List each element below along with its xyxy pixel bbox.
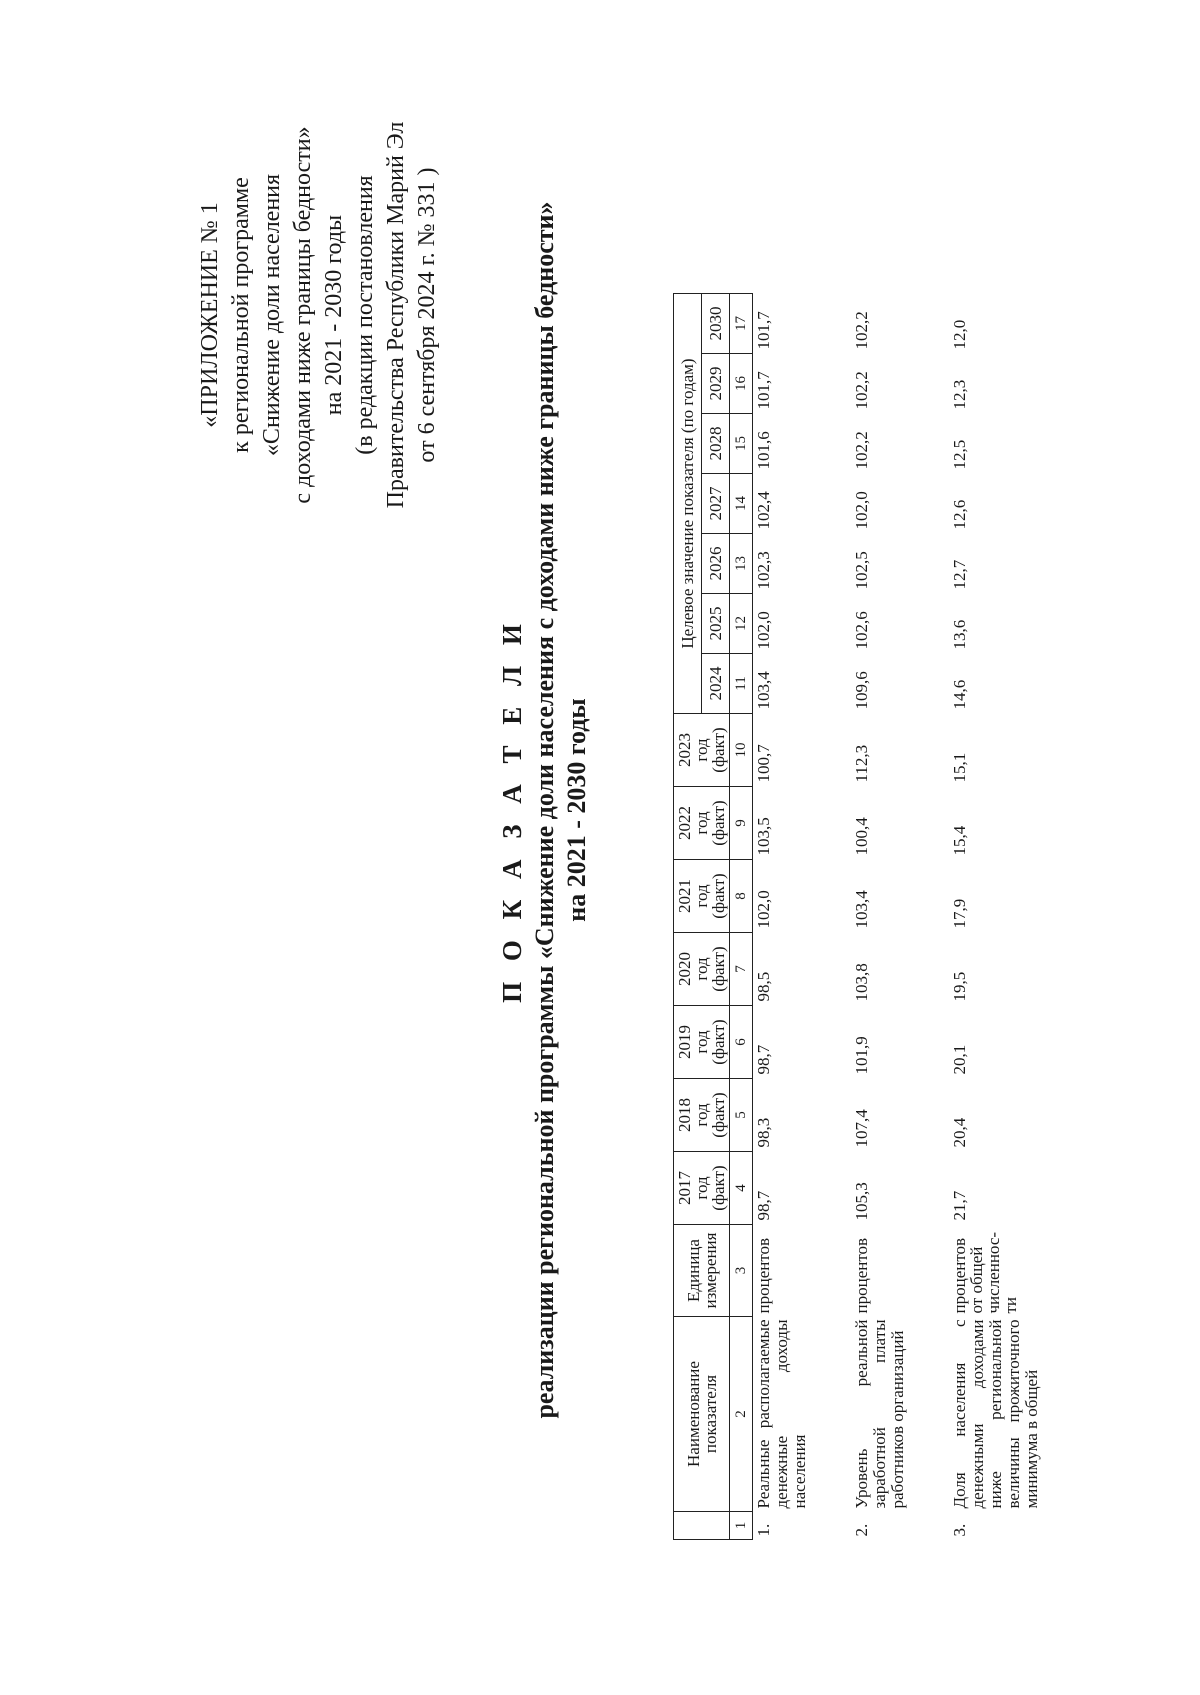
row-value: 12,5 (950, 439, 969, 470)
appendix-line: на 2021 - 2030 годы (321, 214, 347, 416)
col-number: 12 (730, 594, 753, 654)
title-main: П О К А З А Т Е Л И (497, 617, 527, 1003)
row-number: 3. (950, 1523, 969, 1537)
row-value: 103,4 (852, 890, 871, 929)
document-title (495, 85, 593, 1535)
row-value: 12,7 (950, 559, 969, 590)
row-value: 101,7 (754, 311, 773, 350)
row-value: 102,2 (852, 311, 871, 350)
header-target-year: 2026 (702, 534, 730, 594)
row-value: 102,2 (852, 371, 871, 410)
title-subtitle: реализации региональной программы «Снижение доли населения с доходами ниже границы бедности» (530, 201, 559, 1419)
col-number: 9 (730, 787, 753, 860)
header-unit: Единица измерения (674, 1225, 730, 1317)
row-value: 12,0 (950, 319, 969, 350)
col-number: 2 (730, 1317, 753, 1512)
row-number: 1. (754, 1523, 773, 1537)
col-number: 1 (730, 1512, 753, 1540)
row-value: 100,4 (852, 817, 871, 856)
row-value: 102,0 (754, 611, 773, 650)
header-fact-year: 2022 год (факт) (674, 787, 730, 860)
header-target-year: 2025 (702, 594, 730, 654)
row-value: 102,3 (754, 551, 773, 590)
col-number: 3 (730, 1225, 753, 1317)
col-number: 14 (730, 474, 753, 534)
col-number: 5 (730, 1079, 753, 1152)
row-unit: процентов (852, 1237, 871, 1314)
title-period: на 2021 - 2030 годы (562, 698, 591, 922)
appendix-line: «ПРИЛОЖЕНИЕ № 1 (197, 202, 223, 428)
appendix-line: к региональной программе (228, 177, 254, 453)
header-fact-year: 2021 год (факт) (674, 860, 730, 933)
appendix-line: Правительства Республики Марий Эл (383, 121, 409, 509)
row-value: 101,6 (754, 431, 773, 470)
appendix-block (195, 75, 443, 555)
col-number: 10 (730, 714, 753, 787)
row-value: 20,4 (950, 1117, 969, 1148)
row-value: 105,3 (852, 1182, 871, 1221)
row-unit: процентов (754, 1237, 773, 1314)
indicators-table (673, 293, 1047, 1540)
row-value: 102,4 (754, 491, 773, 530)
row-value: 102,0 (754, 890, 773, 929)
row-value: 15,1 (950, 752, 969, 783)
row-value: 19,5 (950, 971, 969, 1002)
col-number: 6 (730, 1006, 753, 1079)
row-value: 102,0 (852, 491, 871, 530)
row-value: 103,5 (754, 817, 773, 856)
header-fact-year: 2018 год (факт) (674, 1079, 730, 1152)
col-number: 8 (730, 860, 753, 933)
table-row (949, 294, 1047, 1540)
row-indicator-name: Уровень реальной заработной платы работников организаций (852, 1319, 907, 1509)
row-value: 12,3 (950, 379, 969, 410)
appendix-line: «Снижение доли населения (259, 173, 285, 457)
row-value: 109,6 (852, 671, 871, 710)
col-number: 4 (730, 1152, 753, 1225)
col-number: 17 (730, 294, 753, 354)
col-number: 11 (730, 654, 753, 714)
row-indicator-name: Реальные располагаемые денежные доходы населения (754, 1319, 809, 1509)
header-fact-year: 2019 год (факт) (674, 1006, 730, 1079)
row-value: 102,2 (852, 431, 871, 470)
row-value: 17,9 (950, 898, 969, 929)
col-number: 15 (730, 414, 753, 474)
row-value: 107,4 (852, 1109, 871, 1148)
row-value: 102,6 (852, 611, 871, 650)
row-value: 21,7 (950, 1190, 969, 1221)
header-fact-year: 2023 год (факт) (674, 714, 730, 787)
table-row (851, 294, 949, 1540)
header-num-cell (674, 1512, 730, 1540)
header-name: Наименование показателя (674, 1317, 730, 1512)
col-number: 7 (730, 933, 753, 1006)
table-row (753, 294, 852, 1540)
row-value: 98,7 (754, 1044, 773, 1075)
row-indicator-name: Доля населения с денежными доходами ниже региональной величины прожиточного минимума в общей (950, 1319, 1041, 1509)
row-value: 15,4 (950, 825, 969, 856)
appendix-line: от 6 сентября 2024 г. № 331 ) (414, 167, 440, 463)
row-value: 103,8 (852, 963, 871, 1002)
header-target-year: 2024 (702, 654, 730, 714)
row-value: 13,6 (950, 619, 969, 650)
row-value: 100,7 (754, 744, 773, 783)
header-target-year: 2028 (702, 414, 730, 474)
appendix-line: с доходами ниже границы бедности» (290, 126, 316, 504)
row-value: 101,9 (852, 1036, 871, 1075)
row-value: 98,3 (754, 1117, 773, 1148)
row-value: 101,7 (754, 371, 773, 410)
row-value: 98,5 (754, 971, 773, 1002)
row-value: 103,4 (754, 671, 773, 710)
col-number: 16 (730, 354, 753, 414)
row-unit: процентов от общей численнос-ти (950, 1231, 1020, 1314)
row-value: 112,3 (852, 744, 871, 783)
row-value: 98,7 (754, 1190, 773, 1221)
row-value: 20,1 (950, 1044, 969, 1075)
row-value: 12,6 (950, 499, 969, 530)
row-number: 2. (852, 1523, 871, 1537)
header-target-group: Целевое значение показателя (по годам) (674, 294, 702, 714)
header-target-year: 2027 (702, 474, 730, 534)
row-value: 102,5 (852, 551, 871, 590)
header-fact-year: 2020 год (факт) (674, 933, 730, 1006)
row-value: 14,6 (950, 679, 969, 710)
col-number: 13 (730, 534, 753, 594)
header-fact-year: 2017 год (факт) (674, 1152, 730, 1225)
header-target-year: 2029 (702, 354, 730, 414)
header-target-year: 2030 (702, 294, 730, 354)
appendix-line: (в редакции постановления (352, 175, 378, 455)
